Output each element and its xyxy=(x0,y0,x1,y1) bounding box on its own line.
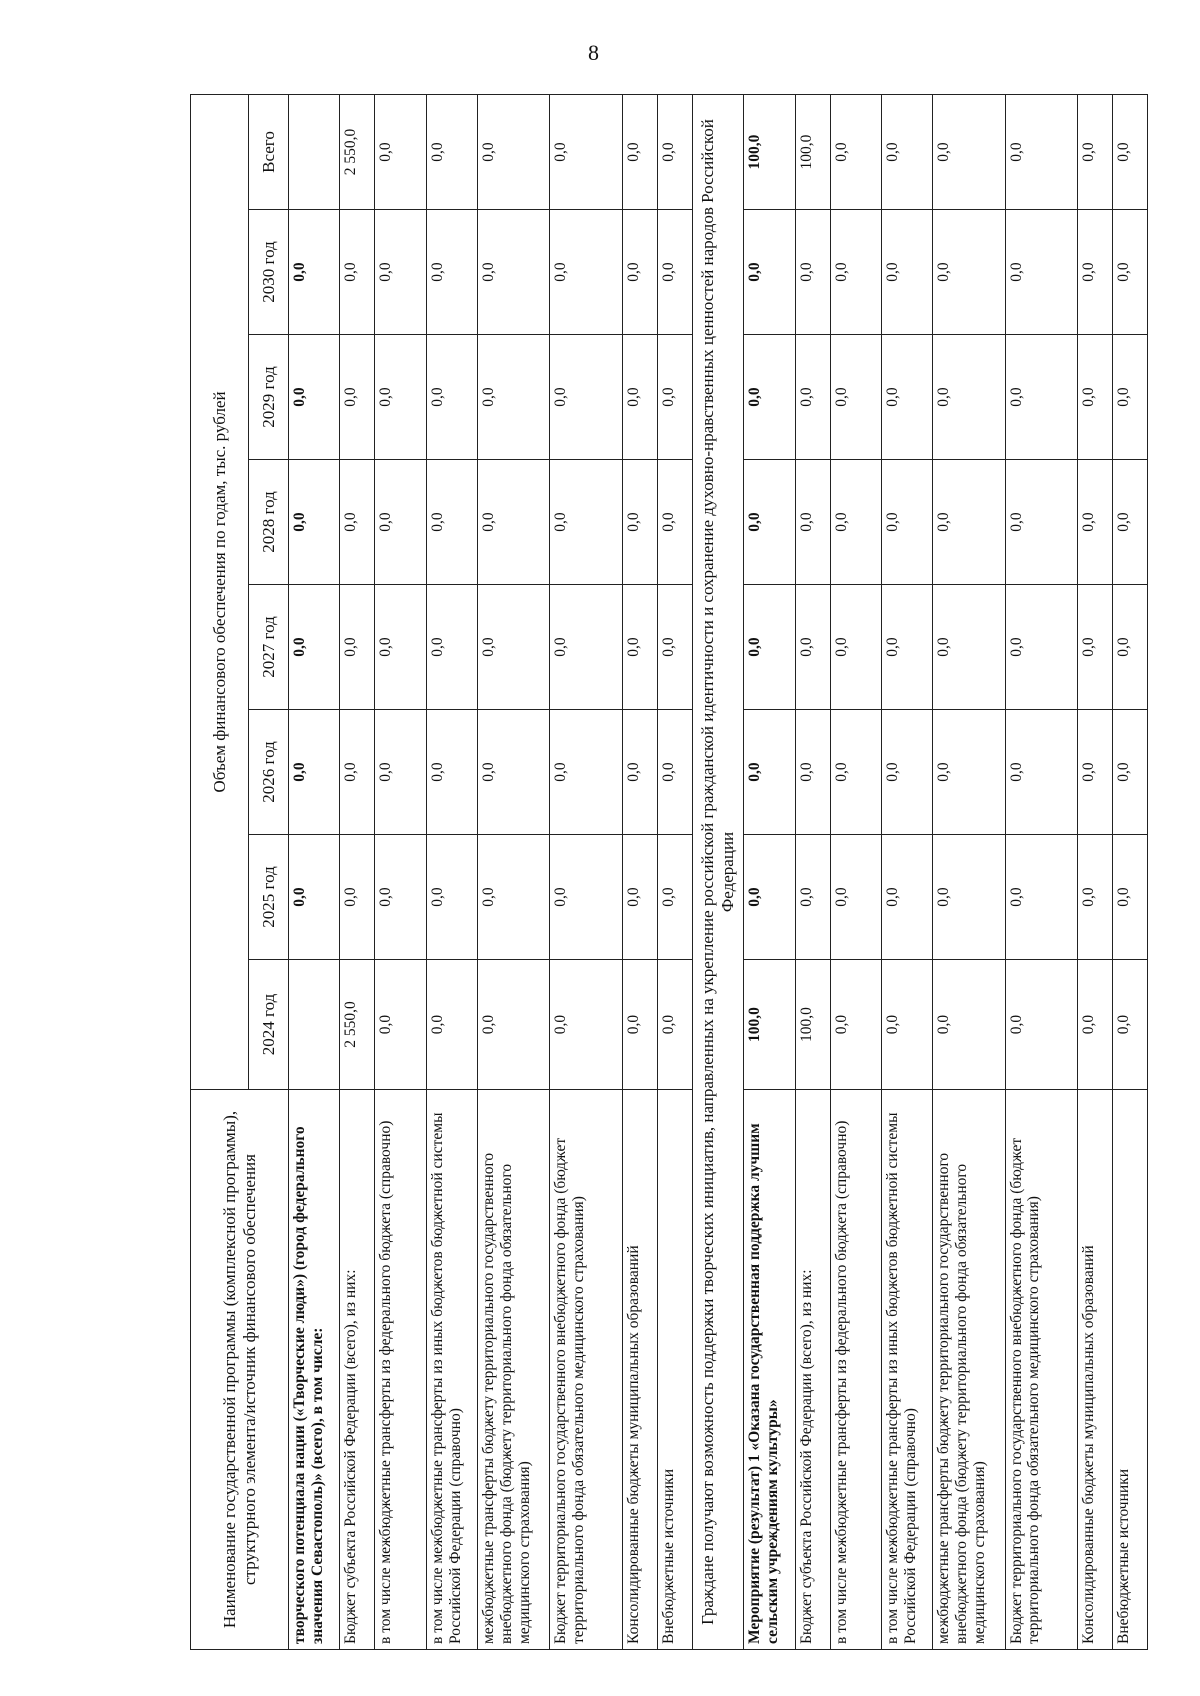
header-year: 2026 год xyxy=(249,710,289,835)
header-year: 2030 год xyxy=(249,210,289,335)
row-label: творческого потенциала нации («Творческие люди») (город федерального значения Севастополь)» (всего), в том числе: xyxy=(289,1090,340,1650)
value-cell: 0,0 xyxy=(478,960,550,1090)
value-cell: 0,0 xyxy=(550,94,622,209)
header-name-col: Наименование государственной программы (комплексной программы), структурного элемента/источник финансового обеспечения xyxy=(191,1090,289,1650)
value-cell: 0,0 xyxy=(375,710,426,835)
value-cell: 0,0 xyxy=(1005,210,1077,335)
value-cell: 0,0 xyxy=(933,335,1005,460)
header-volume-col: Объем финансового обеспечения по годам, тыс. рублей xyxy=(191,94,249,1089)
value-cell: 0,0 xyxy=(1112,835,1147,960)
value-cell: 0,0 xyxy=(881,94,932,209)
value-cell: 0,0 xyxy=(622,460,657,585)
value-cell: 0,0 xyxy=(1005,94,1077,209)
value-cell: 0,0 xyxy=(340,585,375,710)
row-label: Мероприятие (результат) 1 «Оказана государственная поддержка лучшим сельским учреждениям культуры» xyxy=(744,1090,795,1650)
value-cell: 2 550,0 xyxy=(340,960,375,1090)
value-cell: 0,0 xyxy=(744,210,795,335)
value-cell: 0,0 xyxy=(657,710,692,835)
row-label: Бюджет территориального государственного внебюджетного фонда (бюджет территориального фонда обязательного медицинского страхования) xyxy=(550,1090,622,1650)
table-row xyxy=(933,94,1005,1649)
value-cell: 0,0 xyxy=(657,960,692,1090)
value-cell: 0,0 xyxy=(933,210,1005,335)
financing-table xyxy=(190,94,1148,1650)
row-label: Консолидированные бюджеты муниципальных образований xyxy=(622,1090,657,1650)
value-cell: 100,0 xyxy=(744,94,795,209)
value-cell: 0,0 xyxy=(881,210,932,335)
value-cell: 0,0 xyxy=(881,460,932,585)
value-cell: 0,0 xyxy=(622,585,657,710)
value-cell xyxy=(289,94,340,209)
value-cell: 0,0 xyxy=(289,460,340,585)
value-cell: 0,0 xyxy=(289,585,340,710)
value-cell: 0,0 xyxy=(830,585,881,710)
table-row xyxy=(340,94,375,1649)
value-cell: 0,0 xyxy=(426,460,477,585)
value-cell: 0,0 xyxy=(744,335,795,460)
value-cell: 0,0 xyxy=(881,710,932,835)
value-cell: 0,0 xyxy=(375,960,426,1090)
row-label: Внебюджетные источники xyxy=(657,1090,692,1650)
value-cell: 0,0 xyxy=(478,210,550,335)
value-cell: 0,0 xyxy=(478,585,550,710)
value-cell: 0,0 xyxy=(933,835,1005,960)
value-cell: 0,0 xyxy=(1077,94,1112,209)
header-year: 2027 год xyxy=(249,585,289,710)
value-cell: 0,0 xyxy=(933,94,1005,209)
table-row xyxy=(830,94,881,1649)
value-cell: 0,0 xyxy=(1112,335,1147,460)
table-row xyxy=(478,94,550,1649)
value-cell: 0,0 xyxy=(426,210,477,335)
value-cell: 0,0 xyxy=(1005,960,1077,1090)
value-cell: 0,0 xyxy=(375,835,426,960)
table-row xyxy=(1005,94,1077,1649)
value-cell: 0,0 xyxy=(830,210,881,335)
row-label: межбюджетные трансферты бюджету территориального государственного внебюджетного фонда (бюджету территориального фонда обязательного медицинского страхования) xyxy=(933,1090,1005,1650)
value-cell: 0,0 xyxy=(426,94,477,209)
value-cell: 2 550,0 xyxy=(340,94,375,209)
value-cell: 0,0 xyxy=(1005,835,1077,960)
value-cell: 0,0 xyxy=(1112,210,1147,335)
value-cell: 0,0 xyxy=(478,94,550,209)
value-cell: 0,0 xyxy=(657,94,692,209)
row-label: в том числе межбюджетные трансферты из федерального бюджета (справочно) xyxy=(375,1090,426,1650)
value-cell: 0,0 xyxy=(622,710,657,835)
rotated-table-container xyxy=(190,95,1148,1650)
value-cell: 0,0 xyxy=(1112,710,1147,835)
value-cell: 100,0 xyxy=(795,960,830,1090)
header-year: 2029 год xyxy=(249,335,289,460)
value-cell: 0,0 xyxy=(1077,210,1112,335)
row-label: Внебюджетные источники xyxy=(1112,1090,1147,1650)
value-cell: 0,0 xyxy=(289,210,340,335)
row-label: в том числе межбюджетные трансферты из иных бюджетов бюджетной системы Российской Федерации (справочно) xyxy=(426,1090,477,1650)
header-year: 2025 год xyxy=(249,835,289,960)
value-cell: 0,0 xyxy=(426,835,477,960)
table-row xyxy=(1077,94,1112,1649)
value-cell: 0,0 xyxy=(478,460,550,585)
value-cell: 0,0 xyxy=(657,585,692,710)
value-cell: 0,0 xyxy=(289,835,340,960)
value-cell: 0,0 xyxy=(1005,585,1077,710)
value-cell: 0,0 xyxy=(744,460,795,585)
value-cell: 0,0 xyxy=(881,960,932,1090)
value-cell: 0,0 xyxy=(933,585,1005,710)
value-cell: 0,0 xyxy=(375,210,426,335)
value-cell: 0,0 xyxy=(933,710,1005,835)
row-label: Бюджет территориального государственного внебюджетного фонда (бюджет территориального фонда обязательного медицинского страхования) xyxy=(1005,1090,1077,1650)
table-row xyxy=(1112,94,1147,1649)
value-cell: 0,0 xyxy=(881,835,932,960)
value-cell: 0,0 xyxy=(340,335,375,460)
value-cell: 0,0 xyxy=(657,335,692,460)
value-cell: 0,0 xyxy=(744,710,795,835)
value-cell: 0,0 xyxy=(375,460,426,585)
row-label: Консолидированные бюджеты муниципальных образований xyxy=(1077,1090,1112,1650)
value-cell: 0,0 xyxy=(1005,335,1077,460)
value-cell: 0,0 xyxy=(1112,94,1147,209)
header-year: 2028 год xyxy=(249,460,289,585)
value-cell: 0,0 xyxy=(830,710,881,835)
value-cell: 0,0 xyxy=(622,94,657,209)
value-cell: 0,0 xyxy=(881,585,932,710)
value-cell: 0,0 xyxy=(795,710,830,835)
value-cell: 0,0 xyxy=(830,960,881,1090)
value-cell: 0,0 xyxy=(426,335,477,460)
value-cell: 0,0 xyxy=(550,835,622,960)
value-cell: 0,0 xyxy=(550,710,622,835)
value-cell: 0,0 xyxy=(795,585,830,710)
table-row xyxy=(375,94,426,1649)
value-cell: 0,0 xyxy=(795,460,830,585)
value-cell: 0,0 xyxy=(550,960,622,1090)
value-cell: 0,0 xyxy=(1112,460,1147,585)
value-cell: 0,0 xyxy=(550,460,622,585)
value-cell: 0,0 xyxy=(375,94,426,209)
value-cell: 0,0 xyxy=(933,960,1005,1090)
table-row xyxy=(657,94,692,1649)
value-cell: 0,0 xyxy=(550,585,622,710)
value-cell: 0,0 xyxy=(1112,960,1147,1090)
value-cell: 0,0 xyxy=(622,835,657,960)
page-number: 8 xyxy=(588,40,599,65)
table-row xyxy=(550,94,622,1649)
value-cell: 0,0 xyxy=(657,835,692,960)
value-cell: 0,0 xyxy=(830,94,881,209)
value-cell: 0,0 xyxy=(622,960,657,1090)
table-row xyxy=(881,94,932,1649)
value-cell: 0,0 xyxy=(622,335,657,460)
value-cell: 0,0 xyxy=(478,335,550,460)
value-cell: 0,0 xyxy=(1005,710,1077,835)
value-cell: 0,0 xyxy=(478,835,550,960)
value-cell: 0,0 xyxy=(340,460,375,585)
value-cell: 0,0 xyxy=(622,210,657,335)
value-cell: 0,0 xyxy=(657,210,692,335)
value-cell: 0,0 xyxy=(1077,585,1112,710)
value-cell: 0,0 xyxy=(550,335,622,460)
value-cell: 0,0 xyxy=(1077,460,1112,585)
table-row xyxy=(795,94,830,1649)
value-cell: 0,0 xyxy=(744,585,795,710)
value-cell: 0,0 xyxy=(426,710,477,835)
value-cell: 0,0 xyxy=(657,460,692,585)
value-cell: 0,0 xyxy=(426,585,477,710)
table-row xyxy=(289,94,340,1649)
value-cell: 0,0 xyxy=(375,585,426,710)
value-cell: 0,0 xyxy=(289,710,340,835)
row-label: Бюджет субъекта Российской Федерации (всего), из них: xyxy=(340,1090,375,1650)
value-cell: 0,0 xyxy=(478,710,550,835)
value-cell: 0,0 xyxy=(881,335,932,460)
value-cell xyxy=(289,960,340,1090)
header-year: 2024 год xyxy=(249,960,289,1090)
value-cell: 0,0 xyxy=(1077,710,1112,835)
value-cell: 0,0 xyxy=(795,210,830,335)
value-cell: 0,0 xyxy=(426,960,477,1090)
row-label: Бюджет субъекта Российской Федерации (всего), из них: xyxy=(795,1090,830,1650)
value-cell: 0,0 xyxy=(1077,835,1112,960)
value-cell: 0,0 xyxy=(375,335,426,460)
value-cell: 100,0 xyxy=(795,94,830,209)
value-cell: 0,0 xyxy=(1077,960,1112,1090)
value-cell: 0,0 xyxy=(1077,335,1112,460)
row-label: межбюджетные трансферты бюджету территориального государственного внебюджетного фонда (бюджету территориального фонда обязательного медицинского страхования) xyxy=(478,1090,550,1650)
table-row xyxy=(622,94,657,1649)
row-label: в том числе межбюджетные трансферты из федерального бюджета (справочно) xyxy=(830,1090,881,1650)
value-cell: 0,0 xyxy=(550,210,622,335)
row-label: в том числе межбюджетные трансферты из иных бюджетов бюджетной системы Российской Федерации (справочно) xyxy=(881,1090,932,1650)
table-row xyxy=(426,94,477,1649)
value-cell: 0,0 xyxy=(289,335,340,460)
value-cell: 0,0 xyxy=(795,835,830,960)
header-year: Всего xyxy=(249,94,289,209)
value-cell: 0,0 xyxy=(830,460,881,585)
value-cell: 0,0 xyxy=(744,835,795,960)
value-cell: 0,0 xyxy=(340,710,375,835)
value-cell: 0,0 xyxy=(933,460,1005,585)
value-cell: 0,0 xyxy=(1112,585,1147,710)
value-cell: 0,0 xyxy=(1005,460,1077,585)
section-title: Граждане получают возможность поддержки творческих инициатив, направленных на укрепление российской гражданской идентичности и сохранение духовно-нравственных ценностей народов Российской Федерации xyxy=(692,94,743,1649)
value-cell: 0,0 xyxy=(795,335,830,460)
table-row xyxy=(744,94,795,1649)
value-cell: 0,0 xyxy=(830,335,881,460)
value-cell: 100,0 xyxy=(744,960,795,1090)
value-cell: 0,0 xyxy=(340,210,375,335)
value-cell: 0,0 xyxy=(830,835,881,960)
value-cell: 0,0 xyxy=(340,835,375,960)
